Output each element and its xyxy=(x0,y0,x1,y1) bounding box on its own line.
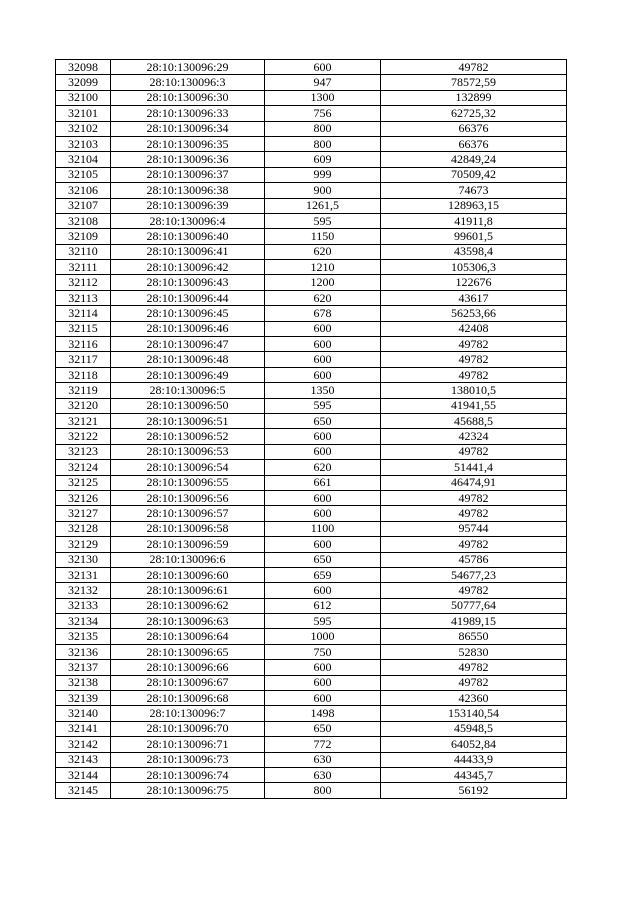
table-row xyxy=(56,90,567,105)
row-number-cell: 32131 xyxy=(56,567,111,582)
area-cell: 600 xyxy=(265,660,381,675)
area-cell: 620 xyxy=(265,460,381,475)
cadastral-number-cell: 28:10:130096:58 xyxy=(111,521,265,536)
value-cell: 43598,4 xyxy=(381,244,567,259)
value-cell: 105306,3 xyxy=(381,260,567,275)
row-number-cell: 32117 xyxy=(56,352,111,367)
value-cell: 49782 xyxy=(381,490,567,505)
table-row xyxy=(56,183,567,198)
row-number-cell: 32109 xyxy=(56,229,111,244)
value-cell: 49782 xyxy=(381,537,567,552)
value-cell: 62725,32 xyxy=(381,106,567,121)
value-cell: 78572,59 xyxy=(381,75,567,90)
row-number-cell: 32107 xyxy=(56,198,111,213)
table-row xyxy=(56,460,567,475)
area-cell: 800 xyxy=(265,136,381,151)
row-number-cell: 32100 xyxy=(56,90,111,105)
value-cell: 45786 xyxy=(381,552,567,567)
row-number-cell: 32122 xyxy=(56,429,111,444)
area-cell: 600 xyxy=(265,60,381,75)
cadastral-number-cell: 28:10:130096:41 xyxy=(111,244,265,259)
cadastral-number-cell: 28:10:130096:71 xyxy=(111,737,265,752)
area-cell: 600 xyxy=(265,337,381,352)
area-cell: 600 xyxy=(265,352,381,367)
area-cell: 595 xyxy=(265,614,381,629)
value-cell: 43617 xyxy=(381,290,567,305)
cadastral-number-cell: 28:10:130096:52 xyxy=(111,429,265,444)
row-number-cell: 32110 xyxy=(56,244,111,259)
cadastral-number-cell: 28:10:130096:51 xyxy=(111,413,265,428)
row-number-cell: 32106 xyxy=(56,183,111,198)
table-row xyxy=(56,567,567,582)
table-row xyxy=(56,413,567,428)
table-row xyxy=(56,244,567,259)
area-cell: 600 xyxy=(265,367,381,382)
row-number-cell: 32099 xyxy=(56,75,111,90)
cadastral-number-cell: 28:10:130096:35 xyxy=(111,136,265,151)
row-number-cell: 32114 xyxy=(56,306,111,321)
area-cell: 600 xyxy=(265,429,381,444)
value-cell: 138010,5 xyxy=(381,383,567,398)
cadastral-number-cell: 28:10:130096:36 xyxy=(111,152,265,167)
row-number-cell: 32125 xyxy=(56,475,111,490)
table-row xyxy=(56,290,567,305)
cadastral-number-cell: 28:10:130096:53 xyxy=(111,444,265,459)
area-cell: 650 xyxy=(265,552,381,567)
area-cell: 661 xyxy=(265,475,381,490)
table-row xyxy=(56,444,567,459)
area-cell: 595 xyxy=(265,213,381,228)
area-cell: 1200 xyxy=(265,275,381,290)
value-cell: 153140,54 xyxy=(381,706,567,721)
cadastral-number-cell: 28:10:130096:54 xyxy=(111,460,265,475)
row-number-cell: 32113 xyxy=(56,290,111,305)
row-number-cell: 32111 xyxy=(56,260,111,275)
row-number-cell: 32144 xyxy=(56,767,111,782)
table-row xyxy=(56,383,567,398)
parcel-table xyxy=(55,59,567,799)
area-cell: 947 xyxy=(265,75,381,90)
row-number-cell: 32115 xyxy=(56,321,111,336)
table-row xyxy=(56,367,567,382)
area-cell: 1000 xyxy=(265,629,381,644)
cadastral-number-cell: 28:10:130096:75 xyxy=(111,783,265,798)
cadastral-number-cell: 28:10:130096:56 xyxy=(111,490,265,505)
area-cell: 800 xyxy=(265,783,381,798)
cadastral-number-cell: 28:10:130096:30 xyxy=(111,90,265,105)
value-cell: 49782 xyxy=(381,675,567,690)
value-cell: 52830 xyxy=(381,644,567,659)
value-cell: 99601,5 xyxy=(381,229,567,244)
cadastral-number-cell: 28:10:130096:74 xyxy=(111,767,265,782)
cadastral-number-cell: 28:10:130096:68 xyxy=(111,691,265,706)
cadastral-number-cell: 28:10:130096:45 xyxy=(111,306,265,321)
table-row xyxy=(56,506,567,521)
cadastral-number-cell: 28:10:130096:42 xyxy=(111,260,265,275)
table-row xyxy=(56,429,567,444)
table-row xyxy=(56,552,567,567)
table-row xyxy=(56,306,567,321)
row-number-cell: 32128 xyxy=(56,521,111,536)
row-number-cell: 32134 xyxy=(56,614,111,629)
area-cell: 600 xyxy=(265,321,381,336)
value-cell: 42849,24 xyxy=(381,152,567,167)
table-row xyxy=(56,721,567,736)
area-cell: 620 xyxy=(265,290,381,305)
area-cell: 595 xyxy=(265,398,381,413)
area-cell: 800 xyxy=(265,121,381,136)
table-row xyxy=(56,644,567,659)
area-cell: 600 xyxy=(265,537,381,552)
table-row xyxy=(56,752,567,767)
table-row xyxy=(56,337,567,352)
row-number-cell: 32103 xyxy=(56,136,111,151)
value-cell: 50777,64 xyxy=(381,598,567,613)
cadastral-number-cell: 28:10:130096:39 xyxy=(111,198,265,213)
cadastral-number-cell: 28:10:130096:73 xyxy=(111,752,265,767)
cadastral-number-cell: 28:10:130096:59 xyxy=(111,537,265,552)
cadastral-number-cell: 28:10:130096:67 xyxy=(111,675,265,690)
value-cell: 74673 xyxy=(381,183,567,198)
table-row xyxy=(56,660,567,675)
area-cell: 620 xyxy=(265,244,381,259)
area-cell: 1300 xyxy=(265,90,381,105)
value-cell: 95744 xyxy=(381,521,567,536)
cadastral-number-cell: 28:10:130096:65 xyxy=(111,644,265,659)
table-row xyxy=(56,475,567,490)
cadastral-number-cell: 28:10:130096:44 xyxy=(111,290,265,305)
table-row xyxy=(56,152,567,167)
table-body xyxy=(56,60,567,799)
cadastral-number-cell: 28:10:130096:63 xyxy=(111,614,265,629)
cadastral-number-cell: 28:10:130096:38 xyxy=(111,183,265,198)
area-cell: 600 xyxy=(265,675,381,690)
value-cell: 132899 xyxy=(381,90,567,105)
cadastral-number-cell: 28:10:130096:34 xyxy=(111,121,265,136)
value-cell: 45948,5 xyxy=(381,721,567,736)
table-row xyxy=(56,198,567,213)
area-cell: 659 xyxy=(265,567,381,582)
row-number-cell: 32120 xyxy=(56,398,111,413)
row-number-cell: 32142 xyxy=(56,737,111,752)
value-cell: 49782 xyxy=(381,583,567,598)
cadastral-number-cell: 28:10:130096:64 xyxy=(111,629,265,644)
value-cell: 44345,7 xyxy=(381,767,567,782)
cadastral-number-cell: 28:10:130096:61 xyxy=(111,583,265,598)
area-cell: 600 xyxy=(265,691,381,706)
row-number-cell: 32104 xyxy=(56,152,111,167)
area-cell: 1350 xyxy=(265,383,381,398)
row-number-cell: 32136 xyxy=(56,644,111,659)
cadastral-number-cell: 28:10:130096:66 xyxy=(111,660,265,675)
row-number-cell: 32121 xyxy=(56,413,111,428)
value-cell: 66376 xyxy=(381,136,567,151)
value-cell: 56253,66 xyxy=(381,306,567,321)
cadastral-number-cell: 28:10:130096:55 xyxy=(111,475,265,490)
row-number-cell: 32123 xyxy=(56,444,111,459)
row-number-cell: 32108 xyxy=(56,213,111,228)
cadastral-number-cell: 28:10:130096:6 xyxy=(111,552,265,567)
table-row xyxy=(56,352,567,367)
area-cell: 1210 xyxy=(265,260,381,275)
area-cell: 600 xyxy=(265,583,381,598)
cadastral-number-cell: 28:10:130096:49 xyxy=(111,367,265,382)
value-cell: 41941,55 xyxy=(381,398,567,413)
area-cell: 650 xyxy=(265,721,381,736)
area-cell: 750 xyxy=(265,644,381,659)
table-row xyxy=(56,275,567,290)
cadastral-number-cell: 28:10:130096:37 xyxy=(111,167,265,182)
area-cell: 772 xyxy=(265,737,381,752)
value-cell: 122676 xyxy=(381,275,567,290)
value-cell: 41911,8 xyxy=(381,213,567,228)
row-number-cell: 32143 xyxy=(56,752,111,767)
area-cell: 1150 xyxy=(265,229,381,244)
cadastral-number-cell: 28:10:130096:70 xyxy=(111,721,265,736)
cadastral-number-cell: 28:10:130096:62 xyxy=(111,598,265,613)
area-cell: 756 xyxy=(265,106,381,121)
area-cell: 630 xyxy=(265,752,381,767)
area-cell: 609 xyxy=(265,152,381,167)
cadastral-number-cell: 28:10:130096:48 xyxy=(111,352,265,367)
row-number-cell: 32145 xyxy=(56,783,111,798)
table-row xyxy=(56,675,567,690)
value-cell: 51441,4 xyxy=(381,460,567,475)
table-row xyxy=(56,121,567,136)
row-number-cell: 32116 xyxy=(56,337,111,352)
cadastral-number-cell: 28:10:130096:50 xyxy=(111,398,265,413)
table-row xyxy=(56,260,567,275)
cadastral-number-cell: 28:10:130096:3 xyxy=(111,75,265,90)
row-number-cell: 32119 xyxy=(56,383,111,398)
cadastral-number-cell: 28:10:130096:5 xyxy=(111,383,265,398)
row-number-cell: 32138 xyxy=(56,675,111,690)
table-row xyxy=(56,321,567,336)
table-row xyxy=(56,783,567,798)
cadastral-number-cell: 28:10:130096:7 xyxy=(111,706,265,721)
row-number-cell: 32135 xyxy=(56,629,111,644)
row-number-cell: 32124 xyxy=(56,460,111,475)
row-number-cell: 32127 xyxy=(56,506,111,521)
cadastral-number-cell: 28:10:130096:57 xyxy=(111,506,265,521)
row-number-cell: 32133 xyxy=(56,598,111,613)
cadastral-number-cell: 28:10:130096:29 xyxy=(111,60,265,75)
table-row xyxy=(56,598,567,613)
table-row xyxy=(56,106,567,121)
table-row xyxy=(56,490,567,505)
table-row xyxy=(56,737,567,752)
table-row xyxy=(56,60,567,75)
value-cell: 49782 xyxy=(381,367,567,382)
value-cell: 44433,9 xyxy=(381,752,567,767)
cadastral-number-cell: 28:10:130096:40 xyxy=(111,229,265,244)
cadastral-number-cell: 28:10:130096:47 xyxy=(111,337,265,352)
value-cell: 49782 xyxy=(381,337,567,352)
area-cell: 999 xyxy=(265,167,381,182)
area-cell: 600 xyxy=(265,490,381,505)
value-cell: 128963,15 xyxy=(381,198,567,213)
value-cell: 54677,23 xyxy=(381,567,567,582)
cadastral-number-cell: 28:10:130096:4 xyxy=(111,213,265,228)
area-cell: 630 xyxy=(265,767,381,782)
area-cell: 900 xyxy=(265,183,381,198)
table-row xyxy=(56,136,567,151)
table-row xyxy=(56,167,567,182)
area-cell: 612 xyxy=(265,598,381,613)
table-row xyxy=(56,706,567,721)
table-row xyxy=(56,398,567,413)
row-number-cell: 32140 xyxy=(56,706,111,721)
area-cell: 678 xyxy=(265,306,381,321)
row-number-cell: 32139 xyxy=(56,691,111,706)
value-cell: 56192 xyxy=(381,783,567,798)
area-cell: 1100 xyxy=(265,521,381,536)
row-number-cell: 32126 xyxy=(56,490,111,505)
value-cell: 66376 xyxy=(381,121,567,136)
value-cell: 49782 xyxy=(381,444,567,459)
table-row xyxy=(56,75,567,90)
table-row xyxy=(56,521,567,536)
cadastral-number-cell: 28:10:130096:46 xyxy=(111,321,265,336)
value-cell: 46474,91 xyxy=(381,475,567,490)
table-row xyxy=(56,614,567,629)
value-cell: 42360 xyxy=(381,691,567,706)
value-cell: 42408 xyxy=(381,321,567,336)
area-cell: 600 xyxy=(265,444,381,459)
value-cell: 41989,15 xyxy=(381,614,567,629)
row-number-cell: 32105 xyxy=(56,167,111,182)
table-row xyxy=(56,691,567,706)
cadastral-number-cell: 28:10:130096:60 xyxy=(111,567,265,582)
row-number-cell: 32130 xyxy=(56,552,111,567)
table-row xyxy=(56,537,567,552)
value-cell: 86550 xyxy=(381,629,567,644)
value-cell: 70509,42 xyxy=(381,167,567,182)
row-number-cell: 32101 xyxy=(56,106,111,121)
row-number-cell: 32137 xyxy=(56,660,111,675)
table-row xyxy=(56,629,567,644)
value-cell: 49782 xyxy=(381,352,567,367)
cadastral-number-cell: 28:10:130096:33 xyxy=(111,106,265,121)
row-number-cell: 32129 xyxy=(56,537,111,552)
cadastral-number-cell: 28:10:130096:43 xyxy=(111,275,265,290)
area-cell: 600 xyxy=(265,506,381,521)
row-number-cell: 32102 xyxy=(56,121,111,136)
table-row xyxy=(56,767,567,782)
table-row xyxy=(56,229,567,244)
value-cell: 64052,84 xyxy=(381,737,567,752)
area-cell: 1498 xyxy=(265,706,381,721)
row-number-cell: 32112 xyxy=(56,275,111,290)
value-cell: 45688,5 xyxy=(381,413,567,428)
value-cell: 49782 xyxy=(381,506,567,521)
value-cell: 49782 xyxy=(381,60,567,75)
row-number-cell: 32141 xyxy=(56,721,111,736)
row-number-cell: 32132 xyxy=(56,583,111,598)
row-number-cell: 32098 xyxy=(56,60,111,75)
table-row xyxy=(56,213,567,228)
area-cell: 650 xyxy=(265,413,381,428)
value-cell: 49782 xyxy=(381,660,567,675)
area-cell: 1261,5 xyxy=(265,198,381,213)
row-number-cell: 32118 xyxy=(56,367,111,382)
value-cell: 42324 xyxy=(381,429,567,444)
table-row xyxy=(56,583,567,598)
